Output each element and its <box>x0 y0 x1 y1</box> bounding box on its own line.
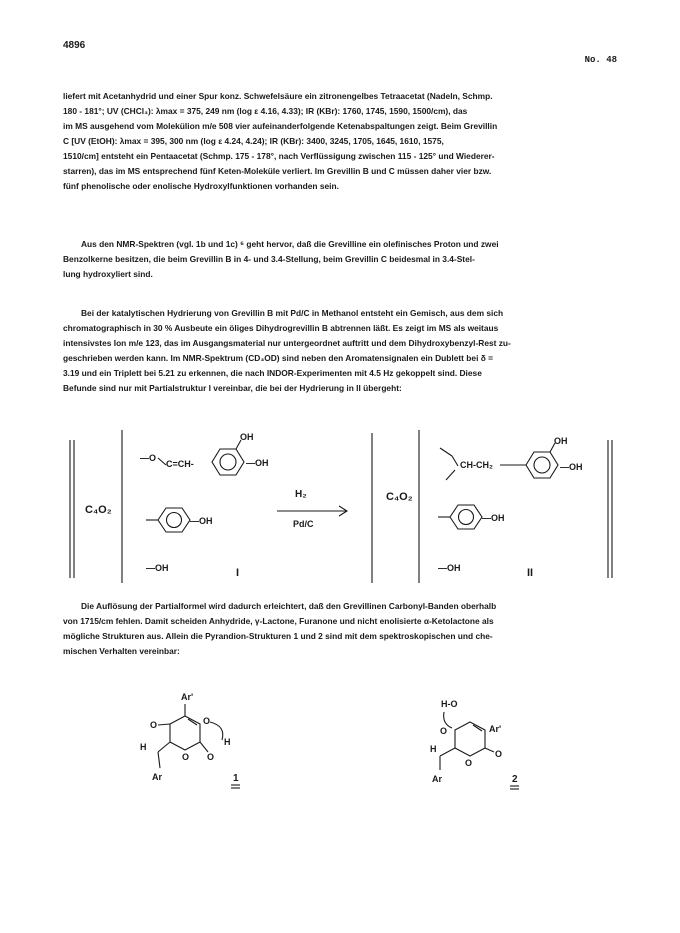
oh-label: —OH <box>560 462 583 472</box>
text-line: Benzolkerne besitzen, die beim Grevillin B in 4- und 3.4-Stellung, beim Grevillin C beidesmal in 3.4-Stel- <box>63 254 475 264</box>
ho-label: H-O <box>441 699 458 709</box>
bond <box>158 752 160 768</box>
h-label: H <box>140 742 147 752</box>
double-bond <box>440 748 455 756</box>
text-line: geschrieben werden kann. Im NMR-Spektrum (CD₃OD) sind neben den Aromatensignalen ein Dublett bei δ = <box>63 353 494 363</box>
oh-label: —OH <box>146 563 169 573</box>
formula-c4o2-left: C₄O₂ <box>85 504 112 516</box>
o-label: O <box>182 752 190 762</box>
o-dash-label: —O <box>140 453 157 463</box>
o-label: O <box>495 749 503 759</box>
ar-label: Ar <box>432 774 443 784</box>
bond <box>200 742 208 752</box>
text-line: Aus den NMR-Spektren (vgl. 1b und 1c) ⁶ geht hervor, daß die Grevilline ein olefinisches Proton und zwei <box>81 239 499 249</box>
label-I: I <box>236 567 240 579</box>
oh-label: OH <box>240 432 254 442</box>
compound-label-1: 1 <box>233 773 239 784</box>
oh-label: OH <box>554 436 568 446</box>
label-II: II <box>527 567 534 579</box>
text-line: C [UV (EtOH): λmax = 395, 300 nm (log ε 4.24, 4.24); IR (KBr): 3400, 3245, 1705, 1645, 1610, 1575, <box>63 136 444 146</box>
pyran-ring <box>455 722 485 756</box>
text-line: mischen Verhalten vereinbar: <box>63 646 180 656</box>
o-label: O <box>440 726 448 736</box>
page-number: 4896 <box>63 40 86 51</box>
double-bond <box>485 748 494 752</box>
o-label: O <box>150 720 158 730</box>
text-line: liefert mit Acetanhydrid und einer Spur konz. Schwefelsäure ein zitronengelbes Tetraacetat (Nadeln, Schmp. <box>63 91 493 101</box>
text-line: Befunde sind nur mit Partialstruktur I vereinbar, die bei der Hydrierung in II übergeht: <box>63 383 402 393</box>
oh-label: —OH <box>190 516 213 526</box>
ar-prime-label: Ar' <box>489 724 502 734</box>
text-line: fünf phenolische oder enolische Hydroxylfunktionen vorhanden sein. <box>63 181 339 191</box>
text-line: mögliche Strukturen aus. Allein die Pyrandion-Strukturen 1 und 2 sind mit dem spektroskopischen und che- <box>63 631 493 641</box>
text-line: von 1715/cm fehlen. Damit scheiden Anhydride, γ-Lactone, Furanone und nicht enolisierte α-Ketolactone als <box>63 616 494 626</box>
o-label: O <box>465 758 473 768</box>
h-label: H <box>430 744 437 754</box>
ar-label: Ar <box>152 772 163 782</box>
ch-ch2-label: CH-CH₂ <box>460 460 493 470</box>
oh-label: —OH <box>246 458 269 468</box>
compound-label-2: 2 <box>512 774 518 785</box>
text-line: starren), das im MS entsprechend fünf Keten-Moleküle verliert. Im Grevillin B und C müssen daher vier bzw. <box>63 166 492 176</box>
formula-c4o2-right: C₄O₂ <box>386 491 413 503</box>
journal-issue: No. 48 <box>584 55 617 65</box>
o-label: O <box>203 716 211 726</box>
text-line: Bei der katalytischen Hydrierung von Grevillin B mit Pd/C in Methanol entsteht ein Gemisch, aus dem sich <box>81 308 504 318</box>
reagent-h2: H₂ <box>295 489 307 500</box>
bond <box>158 724 170 725</box>
ar-prime-label: Ar' <box>181 692 194 702</box>
oh-label: —OH <box>482 513 505 523</box>
text-line: 180 - 181°; UV (CHCl₃): λmax = 375, 249 nm (log ε 4.16, 4.33); IR (KBr): 1760, 1745, 1590, 1500/cm), das <box>63 106 468 116</box>
pyran-ring <box>170 716 200 750</box>
double-bond <box>158 742 170 752</box>
text-line: im MS ausgehend vom Molekülion m/e 508 vier aufeinanderfolgende Ketenabspaltungen zeigt. Beim Grevillin <box>63 121 498 131</box>
text-line: Die Auflösung der Partialformel wird dadurch erleichtert, daß den Grevillinen Carbonyl-Banden oberhalb <box>81 601 497 611</box>
text-line: 1510/cm] entsteht ein Pentaacetat (Schmp. 175 - 178°, nach Verflüssigung zwischen 115 - 125° und Wiederer- <box>63 151 495 161</box>
oh-label: —OH <box>438 563 461 573</box>
h-label: H <box>224 737 231 747</box>
text-line: chromatographisch in 30 % Ausbeute ein öliges Dihydrogrevillin B abtrennen läßt. Es zeigt im MS als weitaus <box>63 323 499 333</box>
reagent-pd-c: Pd/C <box>293 519 314 529</box>
text-line: 3.19 und ein Triplett bei 5.21 zu erkennen, die nach INDOR-Experimenten mit 4.5 Hz gekoppelt sind. Diese <box>63 368 482 378</box>
text-line: lung hydroxyliert sind. <box>63 269 153 279</box>
ch-eq-ch-label: C=CH- <box>166 459 194 469</box>
o-label: O <box>207 752 215 762</box>
text-line: intensivstes Ion m/e 123, das im Ausgangsmaterial nur untergeordnet auftritt und dem Dihydroxybenzyl-Rest zu- <box>63 338 511 348</box>
h-bond-arc <box>210 722 223 740</box>
